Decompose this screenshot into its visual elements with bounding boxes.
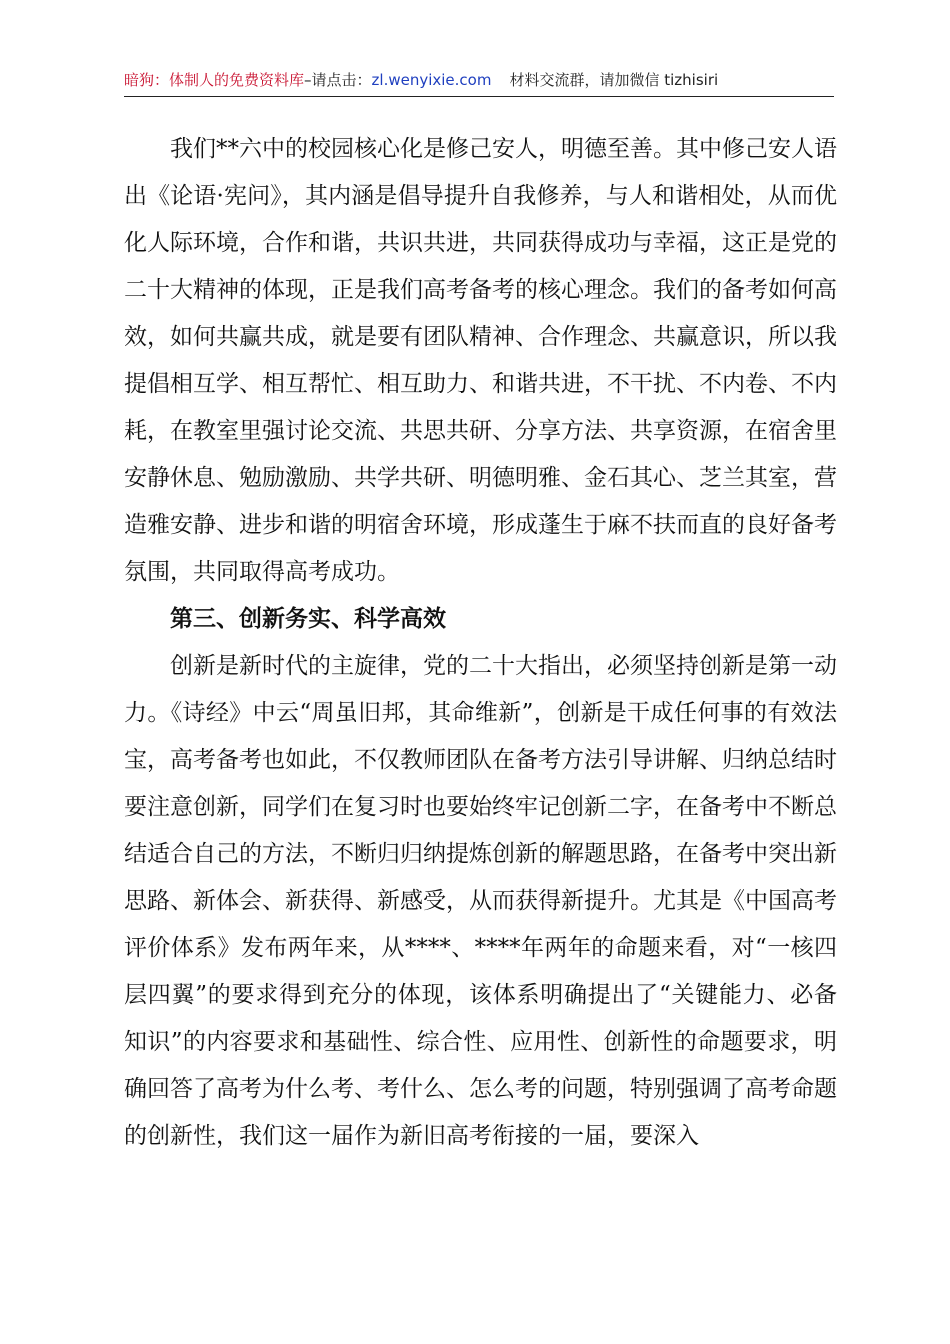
page-header: [124, 66, 834, 94]
header-divider: [124, 96, 834, 97]
paragraph-innovation: 创新是新时代的主旋律，党的二十大指出，必须坚持创新是第一动力。《诗经》中云“周虽旧邦，其命维新”，创新是干成任何事的有效法宝，高考备考也如此，不仅教师团队在备考方法引导讲解、归纳总结时要注意创新，同学们在复习时也要始终牢记创新二字，在备考中不断总结适合自己的方法，不断归归纳提炼创新的解题思路，在备考中突出新思路、新体会、新获得、新感受，从而获得新提升。尤其是《中国高考评价体系》发布两年来，从****、****年两年的命题来看，对“一核四层四翼”的要求得到充分的体现，该体系明确提出了“关键能力、必备知识”的内容要求和基础性、综合性、应用性、创新性的命题要求，明确回答了高考为什么考、考什么、怎么考的问题，特别强调了高考命题的创新性，我们这一届作为新旧高考衔接的一届，要深入: [124, 653, 837, 1149]
section-heading-third: 第三、创新务实、科学高效: [170, 606, 446, 632]
header-site-link[interactable]: zl.wenyixie.com: [371, 71, 492, 89]
header-brand: 暗狗：体制人的免费资料库: [124, 71, 305, 89]
header-click-prompt: –请点击：: [304, 71, 372, 89]
header-contact: 材料交流群，请加微信 tizhisiri: [509, 71, 719, 89]
paragraph-campus-core: 我们**六中的校园核心化是修己安人，明德至善。其中修己安人语出《论语·宪问》，其内涵是倡导提升自我修养，与人和谐相处，从而优化人际环境，合作和谐，共识共进，共同获得成功与幸福，这正是党的二十大精神的体现，正是我们高考备考的核心理念。我们的备考如何高效，如何共赢共成，就是要有团队精神、合作理念、共赢意识，所以我提倡相互学、相互帮忙、相互助力、和谐共进，不干扰、不内卷、不内耗，在教室里强讨论交流、共思共研、分享方法、共享资源，在宿舍里安静休息、勉励激励、共学共研、明德明雅、金石其心、芝兰其室，营造雅安静、进步和谐的明宿舍环境，形成蓬生于麻不扶而直的良好备考氛围，共同取得高考成功。: [124, 136, 837, 585]
document-body: [124, 126, 837, 1160]
